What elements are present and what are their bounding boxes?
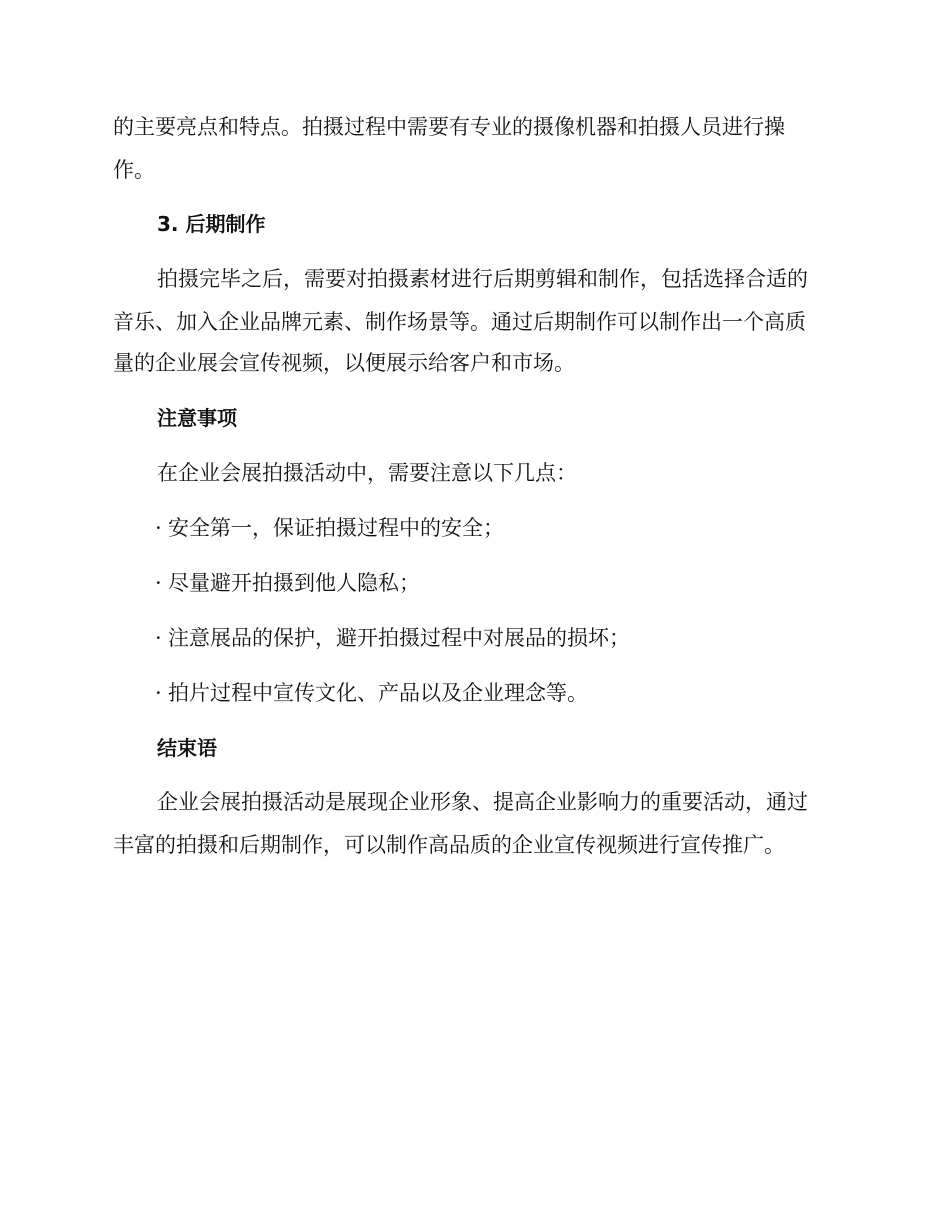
bullet-icon: · bbox=[155, 626, 162, 650]
conclusion-paragraph-line-2: 丰富的拍摄和后期制作，可以制作高品质的企业宣传视频进行宣传推广。 bbox=[113, 833, 785, 857]
notes-list-item-text: 拍片过程中宣传文化、产品以及企业理念等。 bbox=[168, 681, 588, 705]
notes-list-item-text: 安全第一，保证拍摄过程中的安全； bbox=[168, 516, 504, 540]
conclusion-heading: 结束语 bbox=[157, 736, 217, 760]
notes-intro: 在企业会展拍摄活动中，需要注意以下几点： bbox=[157, 461, 577, 485]
conclusion-paragraph-line-1: 企业会展拍摄活动是展现企业形象、提高企业影响力的重要活动，通过 bbox=[157, 790, 808, 814]
notes-list-item-text: 尽量避开拍摄到他人隐私； bbox=[168, 571, 420, 595]
notes-list-item bbox=[0, 513, 950, 543]
notes-list-item bbox=[0, 678, 950, 708]
intro-paragraph-line-1: 的主要亮点和特点。拍摄过程中需要有专业的摄像机器和拍摄人员进行操 bbox=[113, 115, 785, 139]
post-production-paragraph-line-1: 拍摄完毕之后，需要对拍摄素材进行后期剪辑和制作，包括选择合适的 bbox=[157, 267, 808, 291]
post-production-heading: 3. 后期制作 bbox=[157, 212, 266, 236]
post-production-paragraph-line-3: 量的企业展会宣传视频，以便展示给客户和市场。 bbox=[113, 351, 575, 375]
notes-heading: 注意事项 bbox=[157, 406, 237, 430]
intro-paragraph-line-2: 作。 bbox=[113, 158, 155, 182]
bullet-icon: · bbox=[155, 571, 162, 595]
notes-list-item bbox=[0, 568, 950, 598]
notes-list-item bbox=[0, 623, 950, 653]
bullet-icon: · bbox=[155, 516, 162, 540]
bullet-icon: · bbox=[155, 681, 162, 705]
notes-list-item-text: 注意展品的保护，避开拍摄过程中对展品的损坏； bbox=[168, 626, 630, 650]
post-production-paragraph-line-2: 音乐、加入企业品牌元素、制作场景等。通过后期制作可以制作出一个高质 bbox=[113, 310, 806, 334]
